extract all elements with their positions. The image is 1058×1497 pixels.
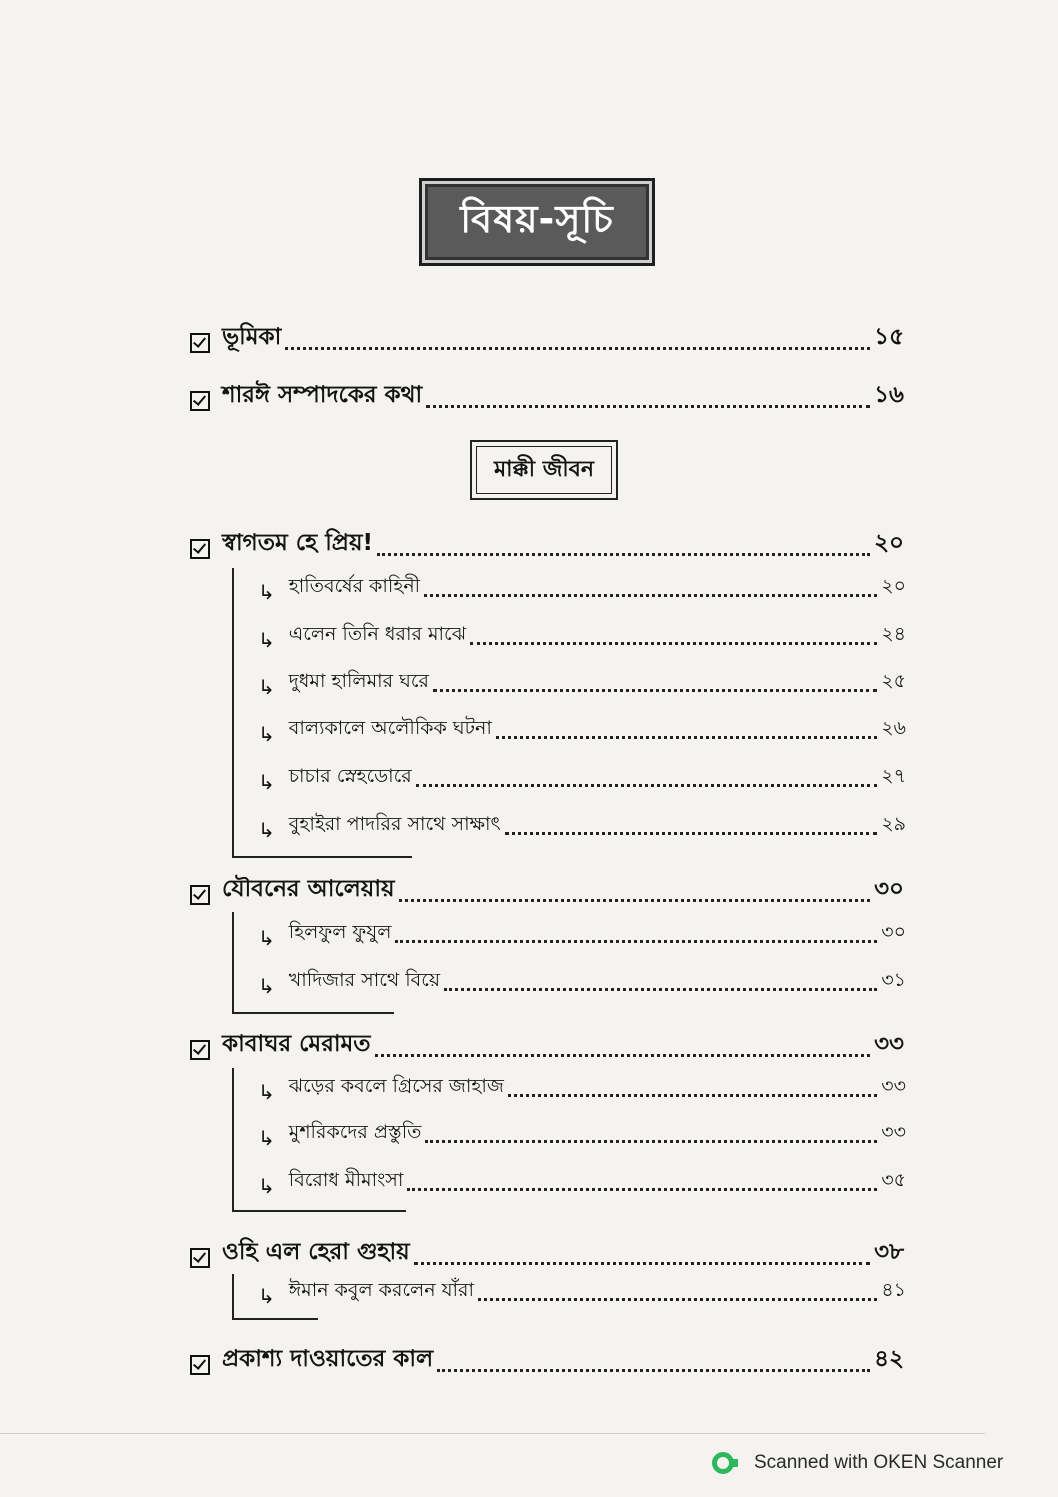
toc-subentry-label: বুহাইরা পাদরির সাথে সাক্ষাৎ (288, 813, 501, 835)
toc-subentry-label: ঝড়ের কবলে গ্রিসের জাহাজ (288, 1075, 504, 1097)
dot-leader (505, 832, 878, 835)
curved-arrow-icon: ↳ (258, 722, 275, 746)
curved-arrow-icon: ↳ (258, 1174, 275, 1198)
toc-subentry-page: ২৭ (881, 765, 906, 787)
curved-arrow-icon: ↳ (258, 628, 275, 652)
dot-leader (377, 553, 870, 556)
toc-subentry-page: ৩০ (881, 921, 906, 943)
checkbox-icon (190, 391, 210, 411)
toc-chapter-label: যৌবনের আলেয়ায় (222, 876, 395, 902)
toc-subentry-label: চাচার স্নেহডোরে (288, 765, 412, 787)
toc-subentry-page: ৩১ (881, 969, 906, 991)
toc-subentry (258, 1118, 906, 1150)
toc-subentry-page: ৩৩ (881, 1075, 906, 1097)
toc-subentry (258, 572, 906, 604)
toc-subentry (258, 1072, 906, 1104)
checkbox-icon (190, 333, 210, 353)
curved-arrow-icon: ↳ (258, 675, 275, 699)
toc-chapter-label: প্রকাশ্য দাওয়াতের কাল (222, 1346, 434, 1372)
dot-leader (478, 1298, 877, 1301)
toc-entry-label: ভূমিকা (222, 324, 282, 350)
dot-leader (425, 1140, 877, 1143)
toc-subentry-label: হিলফুল ফুযুল (288, 921, 392, 943)
toc-entry-label: শারঈ সম্পাদকের কথা (222, 382, 423, 408)
curved-arrow-icon: ↳ (258, 1080, 275, 1104)
dot-leader (437, 1369, 870, 1372)
toc-subentry (258, 1276, 906, 1308)
dot-leader (424, 594, 877, 597)
toc-chapter-page: ৩৩ (874, 1031, 904, 1057)
toc-subentry (258, 762, 906, 794)
toc-subentry-page: ২৬ (881, 717, 906, 739)
toc-subentry-page: ২৪ (881, 623, 906, 645)
toc-subentry-label: বিরোধ মীমাংসা (288, 1169, 404, 1191)
curved-arrow-icon: ↳ (258, 580, 275, 604)
section-label-box (470, 440, 618, 500)
dot-leader (414, 1262, 870, 1265)
toc-chapter-page: ২০ (874, 530, 904, 556)
toc-chapter-label: কাবাঘর মেরামত (222, 1031, 371, 1057)
toc-subentry-label: এলেন তিনি ধরার মাঝে (288, 623, 467, 645)
toc-chapter (190, 1233, 904, 1272)
toc-title: বিষয়-সূচি (460, 197, 614, 241)
toc-chapter-label: ওহি এল হেরা গুহায় (222, 1239, 410, 1265)
toc-entry-page: ১৫ (874, 324, 904, 350)
dot-leader (407, 1188, 877, 1191)
dot-leader (444, 988, 877, 991)
toc-subentry (258, 1166, 906, 1198)
dot-leader (395, 940, 877, 943)
dot-leader (433, 689, 877, 692)
curved-arrow-icon: ↳ (258, 926, 275, 950)
toc-subentry (258, 966, 906, 998)
toc-entry-page: ১৬ (874, 382, 904, 408)
scanner-footer (712, 1448, 1003, 1478)
toc-subentry-label: খাদিজার সাথে বিয়ে (288, 969, 441, 991)
toc-subentry-page: ২৫ (881, 670, 906, 692)
toc-subentry-label: ঈমান কবুল করলেন যাঁরা (288, 1279, 475, 1301)
toc-subentry-page: ২০ (881, 575, 906, 597)
checkbox-icon (190, 1248, 210, 1268)
scanner-watermark-text: Scanned with OKEN Scanner (754, 1452, 1004, 1473)
toc-chapter-page: ৪২ (874, 1346, 904, 1372)
checkbox-icon (190, 539, 210, 559)
dot-leader (508, 1094, 877, 1097)
checkbox-icon (190, 1040, 210, 1060)
toc-chapter-label: স্বাগতম হে প্রিয়! (222, 530, 373, 556)
toc-entry (190, 318, 904, 357)
dot-leader (375, 1054, 871, 1057)
dot-leader (470, 642, 877, 645)
toc-subentry-label: হাতিবর্ষের কাহিনী (288, 575, 421, 597)
dot-leader (496, 736, 877, 739)
toc-subentry-label: দুধমা হালিমার ঘরে (288, 670, 429, 692)
toc-subentry-page: ৩৫ (881, 1169, 906, 1191)
dot-leader (285, 347, 870, 350)
toc-subentry (258, 918, 906, 950)
toc-subentry (258, 714, 906, 746)
curved-arrow-icon: ↳ (258, 818, 275, 842)
toc-chapter (190, 524, 904, 563)
dot-leader (416, 784, 878, 787)
dot-leader (426, 405, 870, 408)
toc-subentry-label: বাল্যকালে অলৌকিক ঘটনা (288, 717, 492, 739)
oken-scanner-logo-icon (712, 1452, 734, 1474)
dot-leader (399, 899, 871, 902)
section-label: মাক্কী জীবন (493, 456, 595, 482)
curved-arrow-icon: ↳ (258, 770, 275, 794)
toc-chapter (190, 1340, 904, 1379)
checkbox-icon (190, 885, 210, 905)
toc-chapter (190, 1025, 904, 1064)
checkbox-icon (190, 1355, 210, 1375)
toc-title-box (419, 178, 655, 266)
toc-subentry (258, 620, 906, 652)
toc-chapter-page: ৩৮ (874, 1239, 904, 1265)
toc-subentry-page: ২৯ (881, 813, 906, 835)
toc-subentry (258, 810, 906, 842)
curved-arrow-icon: ↳ (258, 974, 275, 998)
curved-arrow-icon: ↳ (258, 1126, 275, 1150)
footer-divider (0, 1433, 985, 1434)
toc-entry (190, 376, 904, 415)
toc-chapter-page: ৩০ (874, 876, 904, 902)
curved-arrow-icon: ↳ (258, 1284, 275, 1308)
toc-subentry-page: ৩৩ (881, 1121, 906, 1143)
toc-chapter (190, 870, 904, 909)
toc-subentry (258, 667, 906, 699)
toc-subentry-page: ৪১ (881, 1279, 906, 1301)
toc-subentry-label: মুশরিকদের প্রস্তুতি (288, 1121, 422, 1143)
